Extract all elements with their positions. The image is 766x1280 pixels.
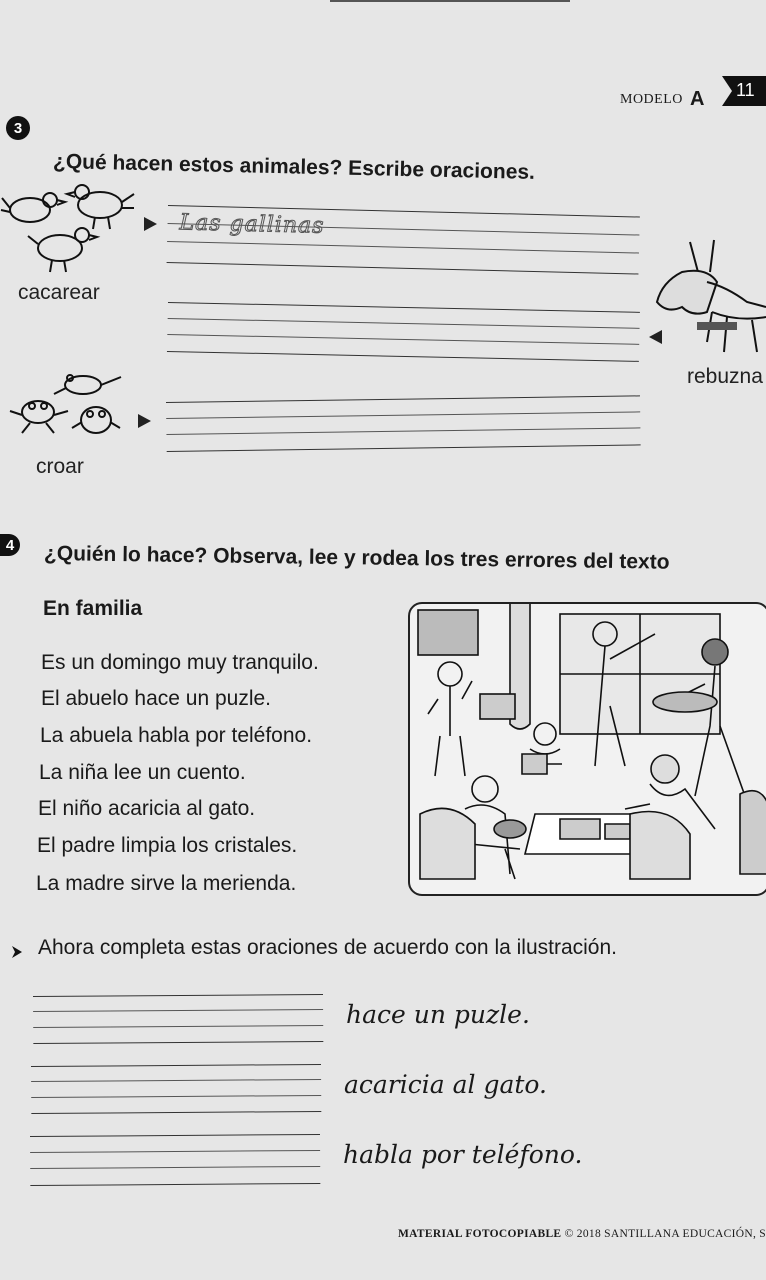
arrow-right-2 [138,414,151,428]
answer-lines-hens[interactable] [167,205,640,275]
completion-1: hace un puzle. [346,1000,530,1029]
story-line[interactable]: Es un domingo muy tranquilo. [41,651,319,674]
hens-illustration [0,180,140,275]
completion-3: habla por teléfono. [343,1140,583,1169]
arrow-right-1 [144,217,157,231]
modelo-letter: A [690,88,705,110]
story-line[interactable]: El abuelo hace un puzle. [41,687,272,710]
answer-lines-donkey[interactable] [167,302,640,362]
footer-copyright [398,1228,766,1240]
dotted-sample-text: Las gallinas [179,210,325,239]
answer-lines-3[interactable] [30,1134,320,1186]
story-title: En familia [43,597,143,620]
frogs-illustration [8,370,123,448]
page-number-badge [722,76,766,106]
story-line[interactable]: El niño acaricia al gato. [38,797,256,820]
story-line[interactable]: La niña lee un cuento. [39,761,246,784]
top-rule [330,0,570,2]
answer-lines-2[interactable] [31,1064,321,1114]
family-scene-illustration [408,602,766,896]
completion-2: acaricia al gato. [344,1070,547,1099]
answer-lines-frogs[interactable] [166,395,641,452]
instruction-text: Ahora completa estas oraciones de acuerdo con la ilustración. [38,936,617,959]
label-croar: croar [36,455,84,478]
exercise-3-title: ¿Qué hacen estos animales? Escribe oraciones. [52,150,536,184]
donkey-illustration [652,232,766,362]
label-rebuzna: rebuzna [687,365,763,388]
label-cacarear: cacarear [18,281,100,304]
exercise-3-number: 3 [6,116,30,140]
answer-lines-1[interactable] [33,994,323,1044]
story-line[interactable]: La abuela habla por teléfono. [40,724,313,747]
instruction-bullet-icon [10,945,24,964]
modelo-label: MODELO [620,92,683,107]
footer-rest: © 2018 SANTILLANA EDUCACIÓN, S [564,1228,766,1240]
story-line[interactable]: El padre limpia los cristales. [37,834,298,857]
footer-bold: MATERIAL FOTOCOPIABLE [398,1228,562,1240]
story-line[interactable]: La madre sirve la merienda. [36,872,297,895]
page-number: 11 [736,80,755,100]
exercise-4-number: 4 [0,534,20,556]
exercise-4-title: ¿Quién lo hace? Observa, lee y rodea los tres errores del texto [43,542,670,574]
